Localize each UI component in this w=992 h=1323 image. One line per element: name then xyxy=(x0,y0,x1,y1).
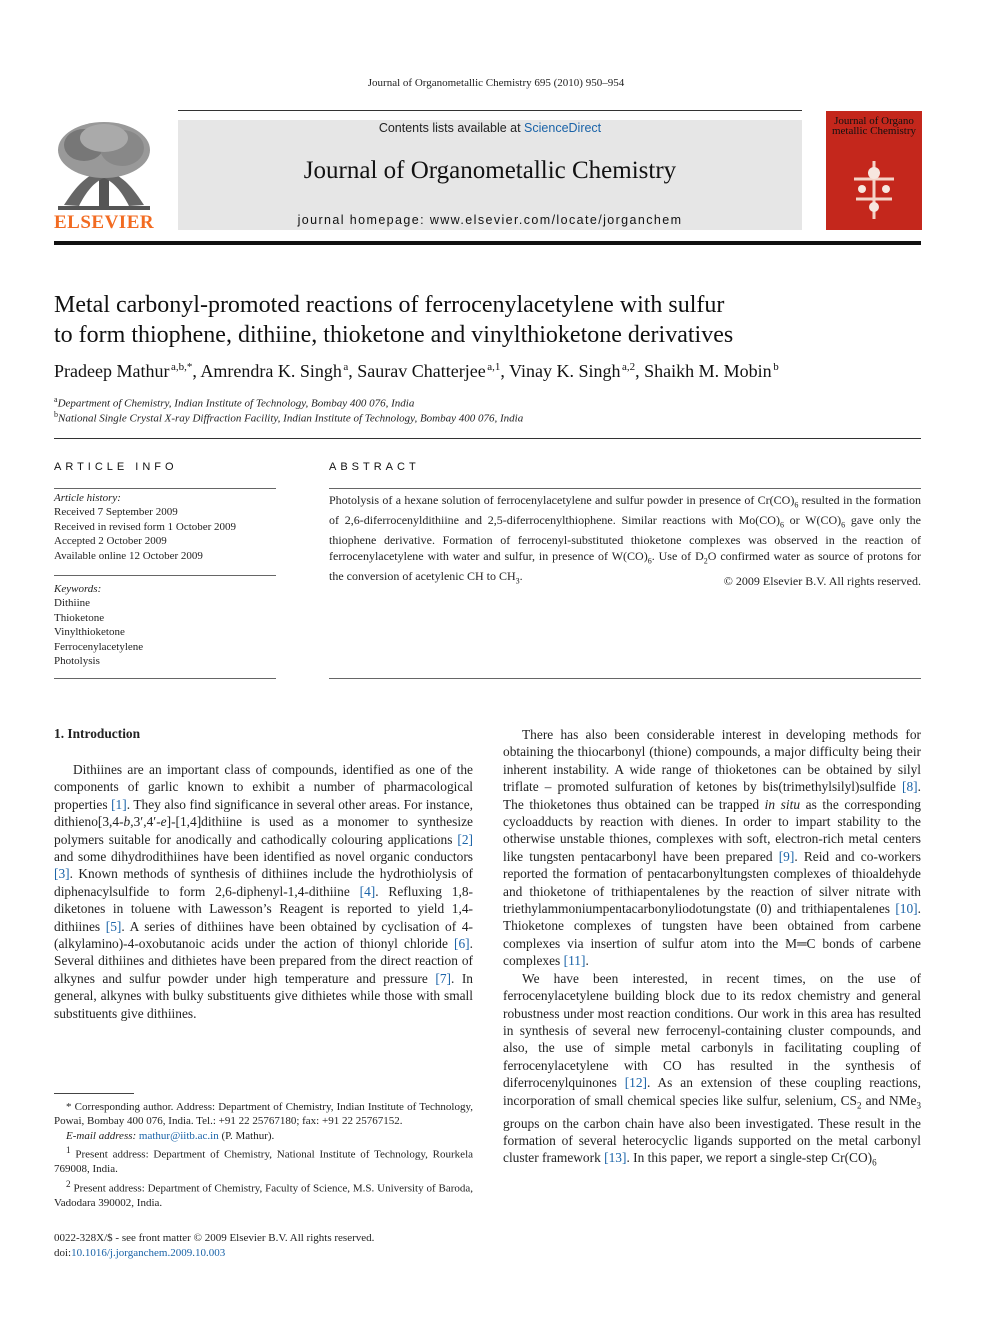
author-name[interactable]: Shaikh M. Mobin xyxy=(644,361,772,381)
keyword: Ferrocenylacetylene xyxy=(54,640,144,653)
author-name[interactable]: Saurav Chatterjee xyxy=(357,361,486,381)
contents-prefix: Contents lists available at xyxy=(378,121,525,135)
footnotes xyxy=(54,1100,473,1210)
history-label: Article history: xyxy=(54,492,121,504)
article-history xyxy=(54,491,276,563)
affiliation-a xyxy=(54,395,934,410)
author-affil-sup: a,1 xyxy=(487,361,501,373)
affiliation-sup: a xyxy=(54,395,58,404)
intro-paragraph-3: We have been interested, in recent times, on the use of ferrocenylacetylene building block due to its redox chemistry and general robustness under most reaction conditions. Our work in this area has resulted in synthesis of several new ferrocenyl-containing cluster compounds, and also, the use of simple metal carbonyls in facilitating coupling of ferrocenylacetylene with CO has resulted in the synthesis of diferrocenylquinones [12]. As an extension of these coupling reactions, incorporation of small chemical species like sulfur, selenium, $CS_2$ and NMe$_3$ groups on the carbon chain have also been investigated. These result in the formation of several heterocyclic ligands supported on the metal carbonyl cluster framework [13]. In this paper, we report a single-step $Cr(CO)_6$ xyxy=(503,970,921,1169)
abstract-rule xyxy=(329,488,921,489)
footnote-corresponding: * Corresponding author. Address: Department of Chemistry, Indian Institute of Technology, Powai, Bombay 400 076, India. Tel.: +91 22 25767180; fax: +91 22 25767152. xyxy=(54,1101,473,1128)
intro-paragraph-2: There has also been considerable interest in developing methods for obtaining the thiocarbonyl (thione) compounds, a major difficulty being their inherent instability. A wide range of thioketones can be obtained by silyl triflate – promoted sulfuration of ketones by bis(trimethylsilyl)sulfide [8]. The thioketones thus obtained can be trapped in situ as the corresponding cycloadducts by reaction with dienes. In order to impart stability to the otherwise unstable thiones, complexes with soft, electron-rich metal centers like tungsten pentacarbonyl have been prepared [9]. Reid and co-workers reported the formation of pentacarbonyltungsten complexes of thioaldehyde and thioketone of trithiapentalenes by the reaction of silver nitrate with triethylammoniumpentacarbonyliodotungstate (0) and trithiapentalenes [10]. Thioketone complexes of tungsten have been obtained from carbene complexes via insertion of sulfur atom into the M═C bonds of carbene complexes [11]. xyxy=(503,727,922,969)
history-item: Accepted 2 October 2009 xyxy=(54,535,167,548)
abstract-heading: ABSTRACT xyxy=(329,461,420,473)
journal-citation: Journal of Organometallic Chemistry 695 (2010) 950–954 xyxy=(367,77,625,89)
history-item: Received in revised form 1 October 2009 xyxy=(54,520,237,533)
journal-name: Journal of Organometallic Chemistry xyxy=(303,157,677,184)
footnote-1-text: Present address: Department of Chemistry, National Institute of Technology, Rourkela 769008, India. xyxy=(54,1148,474,1176)
footnote-2: $^2$ Present address: Department of Chemistry, Faculty of Science, M.S. University of Baroda, Vadodara 390002, India. xyxy=(54,1178,473,1209)
affiliation-text: Department of Chemistry, Indian Institute of Technology, Bombay 400 076, India xyxy=(57,397,415,410)
author-affil-sup: b xyxy=(773,361,779,373)
history-item: Received 7 September 2009 xyxy=(54,506,178,519)
abstract-bottom-rule xyxy=(329,678,921,679)
author-name[interactable]: Pradeep Mathur xyxy=(54,361,170,381)
article-info-heading: ARTICLE INFO xyxy=(54,461,178,473)
author-affil-sup: a xyxy=(343,361,349,373)
corresponding-text: Corresponding author. Address: Department of Chemistry, Indian Institute of Technology, Powai, Bombay 400 076, India. Tel.: +91 22 25767180; fax: +91 22 25767152. xyxy=(54,1101,473,1128)
footnote-email xyxy=(54,1129,473,1143)
affiliation-text: National Single Crystal X-ray Diffraction Facility, Indian Institute of Technology, Bombay 400 076, India xyxy=(58,412,524,425)
publisher-logo-text: ELSEVIER xyxy=(54,212,155,233)
article-info-rule xyxy=(54,488,276,489)
keyword: Photolysis xyxy=(54,655,100,668)
title-line-2: to form thiophene, dithiine, thioketone and vinylthioketone derivatives xyxy=(54,322,734,348)
abstract-body: Photolysis of a hexane solution of ferrocenylacetylene and sulfur powder in presence of $Cr(CO)_6$ resulted in the formation of 2,6-diferrocenyldithiine and 2,5-diferrocenylthiophene. Similar reactions with $Mo(CO)_6$ or $W(CO)_6$ gave only the thiophene derivative. Formation of ferrocenyl-substituted thioketone complexes was observed in the reaction of ferrocenylacetylene with water and sulfur, in presence of $W(CO)_6$. Use of $D_2O$ confirmed water as source of protons for the conversion of acetylenic CH to $CH_3$. xyxy=(329,493,922,585)
author-list: Pradeep Mathur $^{a,b,*}$, Amrendra K. Singh $^a$, Saurav Chatterjee $^{a,1}$, Vinay K. Singh $^{a,2}$, Shaikh M. Mobin $^b$ xyxy=(54,361,779,381)
intro-right-column xyxy=(503,726,921,1173)
article-title xyxy=(54,290,934,350)
title-line-1: Metal carbonyl-promoted reactions of ferrocenylacetylene with sulfur xyxy=(54,292,725,318)
author-name[interactable]: Vinay K. Singh xyxy=(509,361,621,381)
affiliation-b xyxy=(54,410,934,425)
keyword: Dithiine xyxy=(54,597,91,610)
doi-link[interactable]: 10.1016/j.jorganchem.2009.10.003 xyxy=(71,1246,226,1259)
header-rule-thick xyxy=(54,241,921,245)
email-suffix: (P. Mathur). xyxy=(221,1129,275,1142)
keywords-rule xyxy=(54,575,276,576)
header-rule-top xyxy=(178,110,802,111)
affiliation-sup: b xyxy=(54,410,58,419)
section-heading-introduction: 1. Introduction xyxy=(54,726,141,741)
author-name[interactable]: Amrendra K. Singh xyxy=(200,361,342,381)
journal-homepage[interactable]: journal homepage: www.elsevier.com/locate/jorganchem xyxy=(297,213,683,227)
keyword: Vinylthioketone xyxy=(54,626,125,639)
issn-line: 0022-328X/$ - see front matter © 2009 Elsevier B.V. All rights reserved. xyxy=(54,1232,375,1244)
author-affil-sup: a,2 xyxy=(622,361,636,373)
doi-line xyxy=(54,1246,374,1261)
bottom-metadata xyxy=(54,1231,374,1260)
cover-title: Journal of Organo metallic Chemistry xyxy=(831,115,916,137)
keyword: Thioketone xyxy=(54,611,105,624)
email-link[interactable]: mathur@iitb.ac.in xyxy=(138,1129,219,1142)
intro-paragraph-1: Dithiines are an important class of compounds, identified as one of the components of garlic known to exhibit a number of pharmacological properties [1]. They also find significance in several other areas. For instance, dithieno[3,4-b,3′,4′-e]-[1,4]dithiine is used as a monomer to synthesize polymers suitable for anodically and cathodically colouring applications [2] and some dihydrodithiines have been identified as novel organic conductors [3]. Known methods of synthesis of dithiines include the hydrothiolysis of diphenacylsulfide to form 2,6-diphenyl-1,4-dithiine [4]. Refluxing 1,8-diketones in toluene with Lawesson’s Reagent is reported to yield 1,4-dithiines [5]. A series of dithiines have been obtained by cyclisation of 4-(alkylamino)-4-oxobutanoic acids under the action of thionyl chloride [6]. Several dithiines and dithietes have been prepared from the direct reaction of alkynes and sulfur powder under high temperature and pressure [7]. In general, alkynes with bulky substituents give dithietes while those with small substituents give dithiines. xyxy=(54,762,474,1021)
email-label: E-mail address: xyxy=(66,1129,137,1142)
author-affil-sup: a,b,* xyxy=(170,361,193,373)
footnote-rule xyxy=(54,1093,134,1094)
keywords-label: Keywords: xyxy=(54,583,102,595)
abstract-copyright: © 2009 Elsevier B.V. All rights reserved. xyxy=(723,574,921,588)
footnote-2-text: Present address: Department of Chemistry, Faculty of Science, M.S. University of Baroda, Vadodara 390002, India. xyxy=(54,1182,473,1209)
keywords xyxy=(54,582,276,668)
contents-line xyxy=(178,121,802,135)
affiliation-rule xyxy=(54,438,921,439)
doi-label: doi: xyxy=(54,1246,72,1259)
footnote-1: $^1$ Present address: Department of Chemistry, National Institute of Technology, Rourkela 769008, India. xyxy=(54,1145,474,1176)
article-info-bottom-rule xyxy=(54,678,276,679)
sciencedirect-link[interactable]: ScienceDirect xyxy=(524,121,602,135)
history-item: Available online 12 October 2009 xyxy=(54,549,203,562)
